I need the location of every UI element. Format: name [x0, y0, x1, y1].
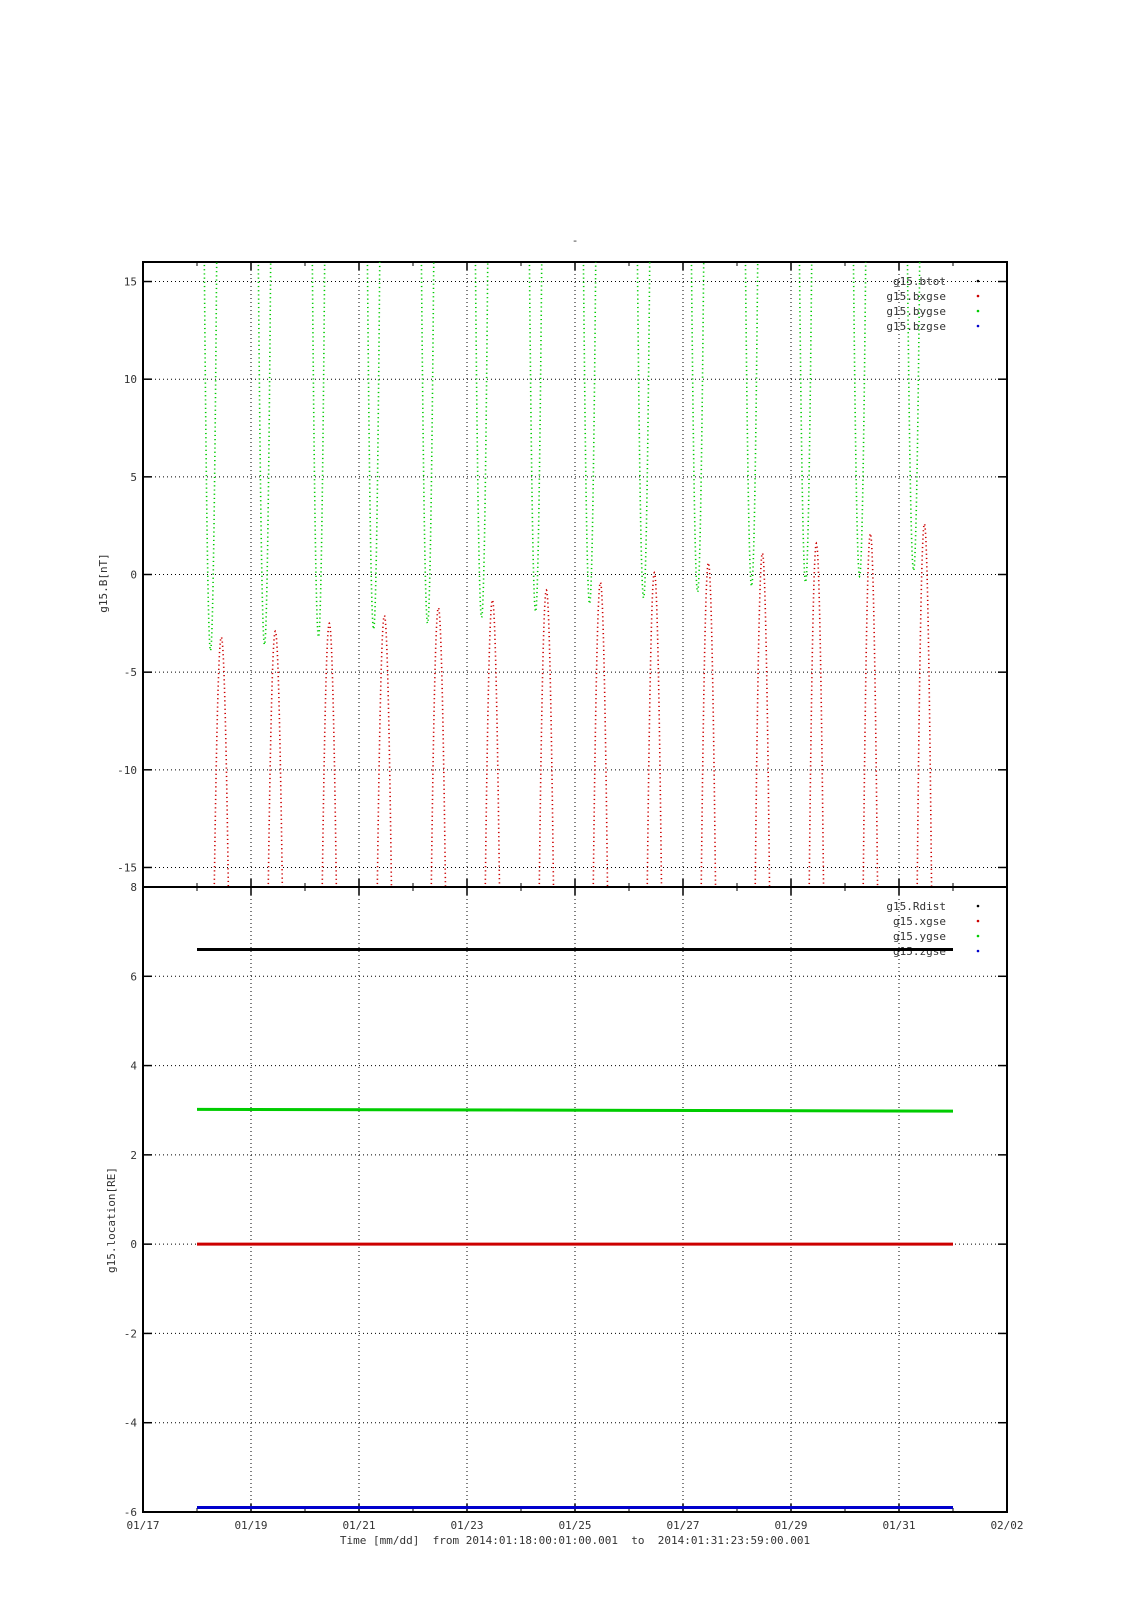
bxgse-peak [809, 543, 824, 926]
legend-marker [977, 295, 980, 298]
x-tick-label-0117: 01/17 [126, 1519, 160, 1532]
bxgse-peak [755, 553, 770, 926]
bygse-dip [745, 223, 758, 586]
y-tick-label: 0 [130, 568, 137, 582]
y-tick-label: 4 [130, 1059, 137, 1073]
bottom-ylabel: g15.location[RE] [105, 1167, 118, 1273]
bxgse-peak [917, 524, 932, 926]
legend-marker [977, 905, 980, 908]
magnetic-field-panel [97, 223, 1007, 926]
bottom-legend-label-ygse: g15.ygse [893, 930, 946, 943]
figure-top-title: - [571, 234, 579, 247]
legend-marker [977, 950, 980, 953]
bygse-dip [637, 223, 650, 598]
x-tick-label-0202: 02/02 [990, 1519, 1024, 1532]
y-tick-label: -15 [117, 861, 137, 875]
bxgse-peak [214, 637, 229, 926]
x-tick-label-0125: 01/25 [558, 1519, 592, 1532]
legend-marker [977, 935, 980, 938]
y-tick-label: 8 [130, 881, 137, 894]
legend-marker [977, 280, 980, 283]
x-axis-label: Time [mm/dd] from 2014:01:18:00:01:00.001 to 2014:01:31:23:59:00.001 [339, 1534, 811, 1547]
bygse-dip [853, 223, 866, 577]
y-tick-label: -5 [123, 666, 137, 680]
bottom-legend-label-xgse: g15.xgse [893, 915, 946, 928]
bxgse-peak [539, 590, 554, 926]
y-tick-label: -2 [123, 1327, 137, 1341]
x-tick-label-0119: 01/19 [234, 1519, 268, 1532]
bxgse-peak [268, 631, 283, 926]
bygse-dip [367, 223, 380, 629]
bxgse-peak [701, 563, 716, 926]
bxgse-peak [593, 582, 608, 926]
legend-marker [977, 310, 980, 313]
top-ylabel: g15.B[nT] [97, 553, 110, 613]
y-tick-label: 0 [130, 1238, 137, 1252]
bygse-dip [475, 223, 488, 618]
bxgse-peak [377, 616, 392, 927]
top-legend-label-bygse: g15.bygse [886, 305, 946, 318]
bxgse-peak [647, 573, 662, 927]
bxgse-peak [485, 600, 500, 926]
x-axis [126, 1519, 1023, 1547]
y-tick-label: 2 [130, 1148, 137, 1162]
x-tick-label-0131: 01/31 [882, 1519, 916, 1532]
bygse-dip [799, 223, 812, 582]
x-tick-label-0121: 01/21 [342, 1519, 376, 1532]
x-tick-label-0123: 01/23 [450, 1519, 484, 1532]
top-legend-label-btot: g15.btot [893, 275, 946, 288]
x-tick-label-0127: 01/27 [666, 1519, 700, 1532]
y-tick-label: 5 [130, 470, 137, 484]
y-tick-label: -10 [117, 763, 137, 777]
bygse-dip [691, 223, 704, 592]
legend-marker [977, 920, 980, 923]
top-legend-label-bxgse: g15.bxgse [886, 290, 946, 303]
ygse-line [197, 1109, 953, 1111]
bygse-dip [583, 223, 596, 604]
bygse-dip [421, 223, 434, 623]
y-tick-label: -4 [123, 1416, 137, 1430]
legend-marker [977, 325, 980, 328]
y-tick-label: 15 [123, 275, 137, 289]
location-panel [105, 881, 1007, 1519]
bygse-dip [258, 223, 271, 645]
y-tick-label: 10 [123, 373, 137, 387]
top-legend [886, 275, 946, 333]
bxgse-peak [322, 623, 337, 926]
bottom-legend-label-zgse: g15.zgse [893, 945, 946, 958]
bottom-legend-label-rdist: g15.Rdist [886, 900, 946, 913]
y-tick-label: -6 [123, 1506, 137, 1519]
bxgse-peak [431, 608, 446, 926]
y-tick-label: 6 [130, 970, 137, 984]
top-legend-label-bzgse: g15.bzgse [886, 320, 946, 333]
x-tick-label-0129: 01/29 [774, 1519, 808, 1532]
bygse-dip [204, 223, 217, 651]
